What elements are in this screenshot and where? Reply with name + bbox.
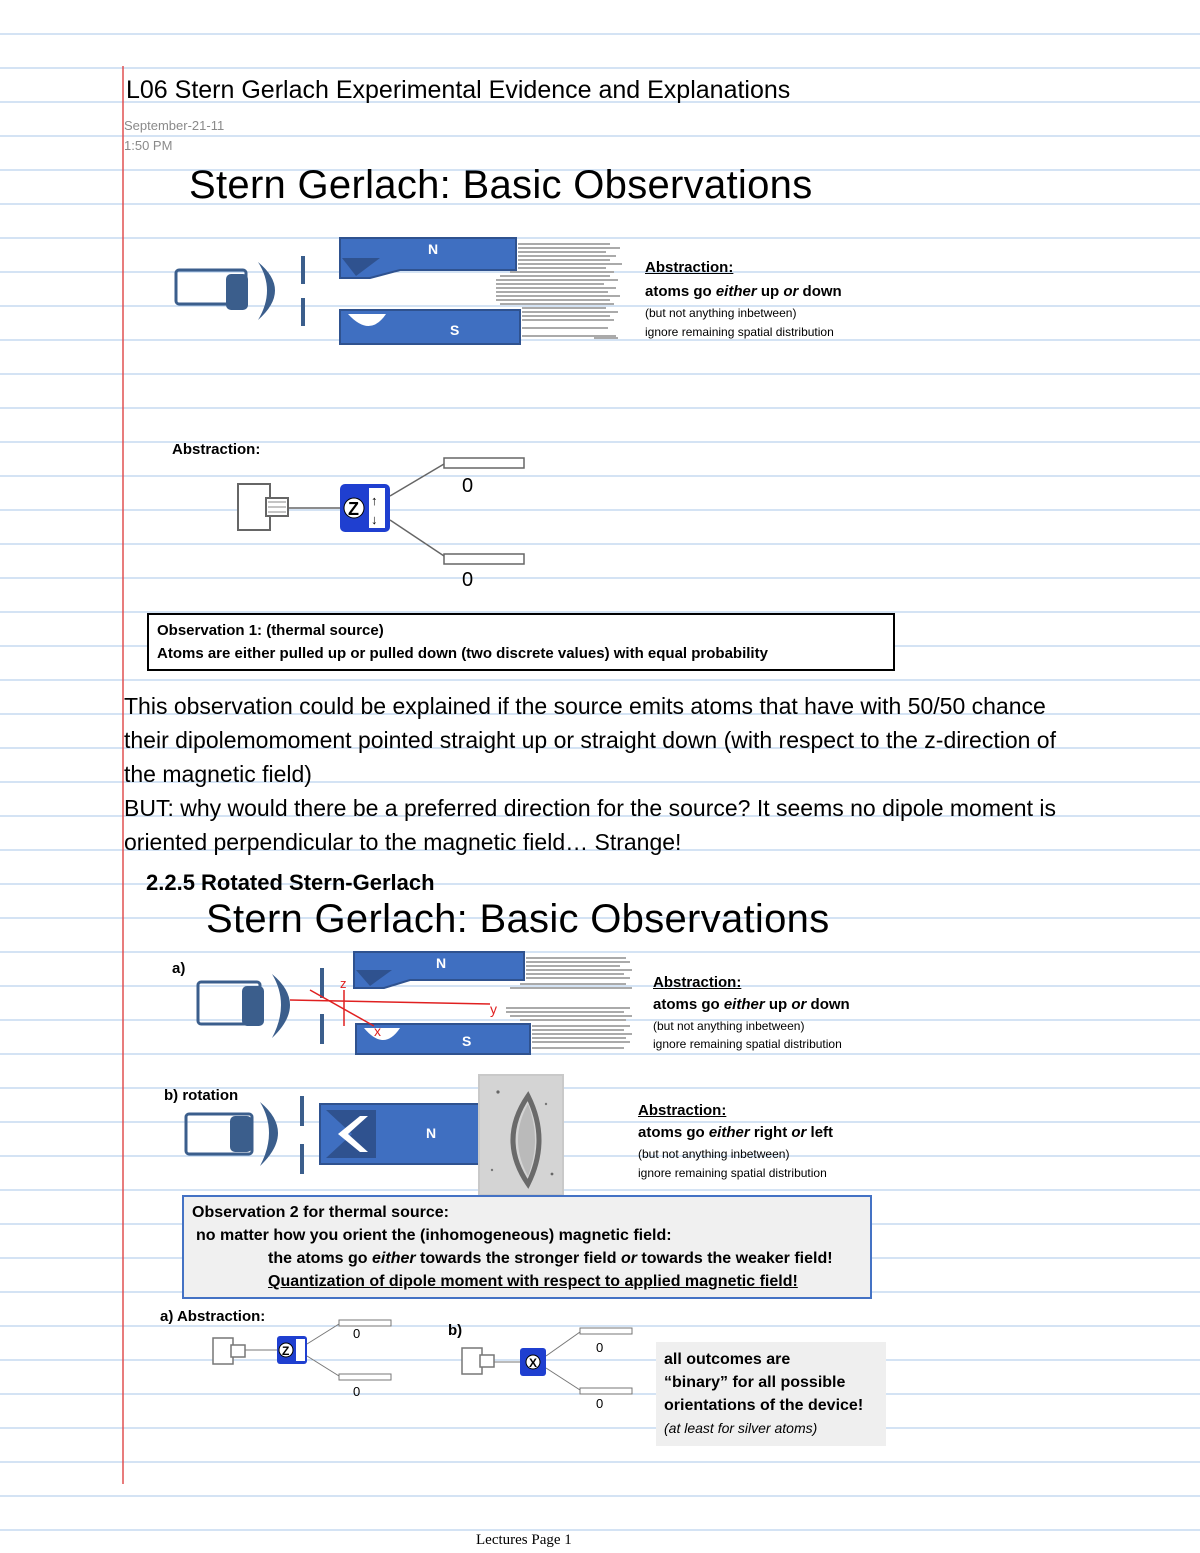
north-magnet-icon: [354, 952, 524, 988]
slide2-label-a: a): [172, 960, 186, 977]
slide2-abstraction-a-line2: (but not anything inbetween): [653, 1019, 805, 1033]
north-magnet-icon: [340, 238, 516, 278]
z-device-icon: [340, 484, 390, 532]
binary-note-line4: (at least for silver atoms): [664, 1420, 818, 1436]
observation1-line1: Observation 1: (thermal source): [157, 622, 384, 639]
binary-note-line3: orientations of the device!: [664, 1397, 864, 1414]
slide2-label-b: b) rotation: [164, 1087, 239, 1104]
collimator-slit-icon: [320, 968, 324, 1044]
slide2-abstraction-a-title: Abstraction:: [653, 974, 742, 991]
observation1-line2: Atoms are either pulled up or pulled down (two discrete values) with equal probability: [157, 645, 768, 662]
output-top-count: 0: [462, 475, 474, 497]
device-letter: Z: [348, 499, 359, 519]
slide1-diagram-label: Abstraction:: [172, 441, 261, 458]
slide2-title: Stern Gerlach: Basic Observations: [206, 897, 830, 941]
page-date: September-21-11: [124, 118, 225, 133]
slide2-abstraction-b-title: Abstraction:: [638, 1102, 727, 1119]
slide1-abstraction-diagram: [230, 452, 540, 594]
explanation-line4: BUT: why would there be a preferred direction for the source? It seems no dipole moment is: [124, 795, 1056, 821]
oven-icon: [462, 1348, 494, 1374]
slide1-title: Stern Gerlach: Basic Observations: [189, 163, 813, 207]
explanation-paragraph: [124, 689, 1184, 859]
collimator-slit-icon: [300, 1096, 304, 1174]
section-heading: 2.2.5 Rotated Stern-Gerlach: [146, 870, 435, 895]
slide1-abstraction-title: Abstraction:: [645, 259, 734, 276]
observation2-box: [182, 1195, 872, 1299]
page-footer: Lectures Page 1: [476, 1532, 572, 1548]
observation2-line1: Observation 2 for thermal source:: [192, 1204, 449, 1221]
observation2-line4: Quantization of dipole moment with respect to applied magnetic field!: [268, 1273, 798, 1290]
small-abstraction-x-diagram: [452, 1322, 652, 1414]
explanation-line2: their dipolemomoment pointed straight up or straight down (with respect to the z-direction of: [124, 727, 1056, 753]
slide1-apparatus-diagram: [170, 232, 640, 352]
oven-icon: [186, 1102, 278, 1166]
slide2-apparatus-a-diagram: [190, 948, 640, 1060]
slide1-abstraction-line1: atoms go either up or down: [645, 283, 842, 300]
slide2-abstraction-a-line3: ignore remaining spatial distribution: [653, 1037, 842, 1051]
photo-deposition-pattern: [478, 1074, 564, 1196]
detector-bottom: [444, 554, 524, 564]
oven-icon: [176, 262, 275, 320]
device-letter: X: [529, 1356, 538, 1370]
rotated-magnet-icon: [320, 1104, 490, 1164]
south-magnet-icon: [340, 310, 520, 344]
slide2-abstraction-a-line1: atoms go either up or down: [653, 996, 850, 1013]
oven-icon: [213, 1338, 245, 1364]
collimator-slit-icon: [301, 256, 305, 326]
oven-icon: [198, 974, 290, 1038]
abstraction-small-label-b: b): [448, 1322, 463, 1339]
svg-text:↓: ↓: [371, 512, 378, 527]
output-top-count: 0: [596, 1340, 604, 1355]
observation2-line3: the atoms go either towards the stronger field or towards the weaker field!: [268, 1250, 833, 1267]
slide2-abstraction-b-line3: ignore remaining spatial distribution: [638, 1166, 827, 1180]
output-bottom-count: 0: [353, 1384, 361, 1399]
z-device-icon: [277, 1336, 307, 1364]
slide2-abstraction-b-line1: atoms go either right or left: [638, 1124, 834, 1141]
axis-x-label: x: [374, 1023, 381, 1039]
axis-z-label: z: [340, 976, 347, 991]
page-time: 1:50 PM: [124, 138, 173, 153]
small-abstraction-z-diagram: [205, 1310, 405, 1402]
binary-note-line2: “binary” for all possible: [664, 1374, 846, 1391]
slide1-abstraction-line2: (but not anything inbetween): [645, 306, 797, 320]
magnet-s-label: S: [462, 1033, 472, 1049]
explanation-line3: the magnetic field): [124, 761, 312, 787]
magnet-n-label: N: [436, 955, 447, 971]
abstraction-small-label-a: a) Abstraction:: [160, 1308, 266, 1325]
output-bottom-count: 0: [462, 569, 474, 591]
south-magnet-icon: [356, 1024, 530, 1054]
oven-icon: [238, 484, 288, 530]
explanation-line5: oriented perpendicular to the magnetic field… Strange!: [124, 829, 682, 855]
output-bottom-count: 0: [596, 1396, 604, 1411]
binary-note-line1: all outcomes are: [664, 1351, 791, 1368]
device-letter: Z: [282, 1344, 290, 1358]
slide1-abstraction-line3: ignore remaining spatial distribution: [645, 325, 834, 339]
output-top-count: 0: [353, 1326, 361, 1341]
slide2-abstraction-b-line2: (but not anything inbetween): [638, 1147, 790, 1161]
page-title: L06 Stern Gerlach Experimental Evidence and Explanations: [126, 76, 791, 104]
binary-outcomes-note: [656, 1342, 886, 1446]
observation1-box: [147, 613, 895, 671]
x-device-icon: [520, 1348, 546, 1376]
detector-top: [444, 458, 524, 468]
axis-y-label: y: [490, 1001, 497, 1017]
svg-text:↑: ↑: [371, 493, 378, 508]
magnet-n-label: N: [428, 241, 439, 257]
explanation-line1: This observation could be explained if the source emits atoms that have with 50/50 chance: [124, 693, 1046, 719]
magnet-s-label: S: [450, 322, 460, 338]
rotated-magnet-n-label: N: [426, 1125, 437, 1141]
observation2-line2: no matter how you orient the (inhomogeneous) magnetic field:: [196, 1227, 672, 1244]
slide2-apparatus-b-diagram: [180, 1074, 570, 1198]
